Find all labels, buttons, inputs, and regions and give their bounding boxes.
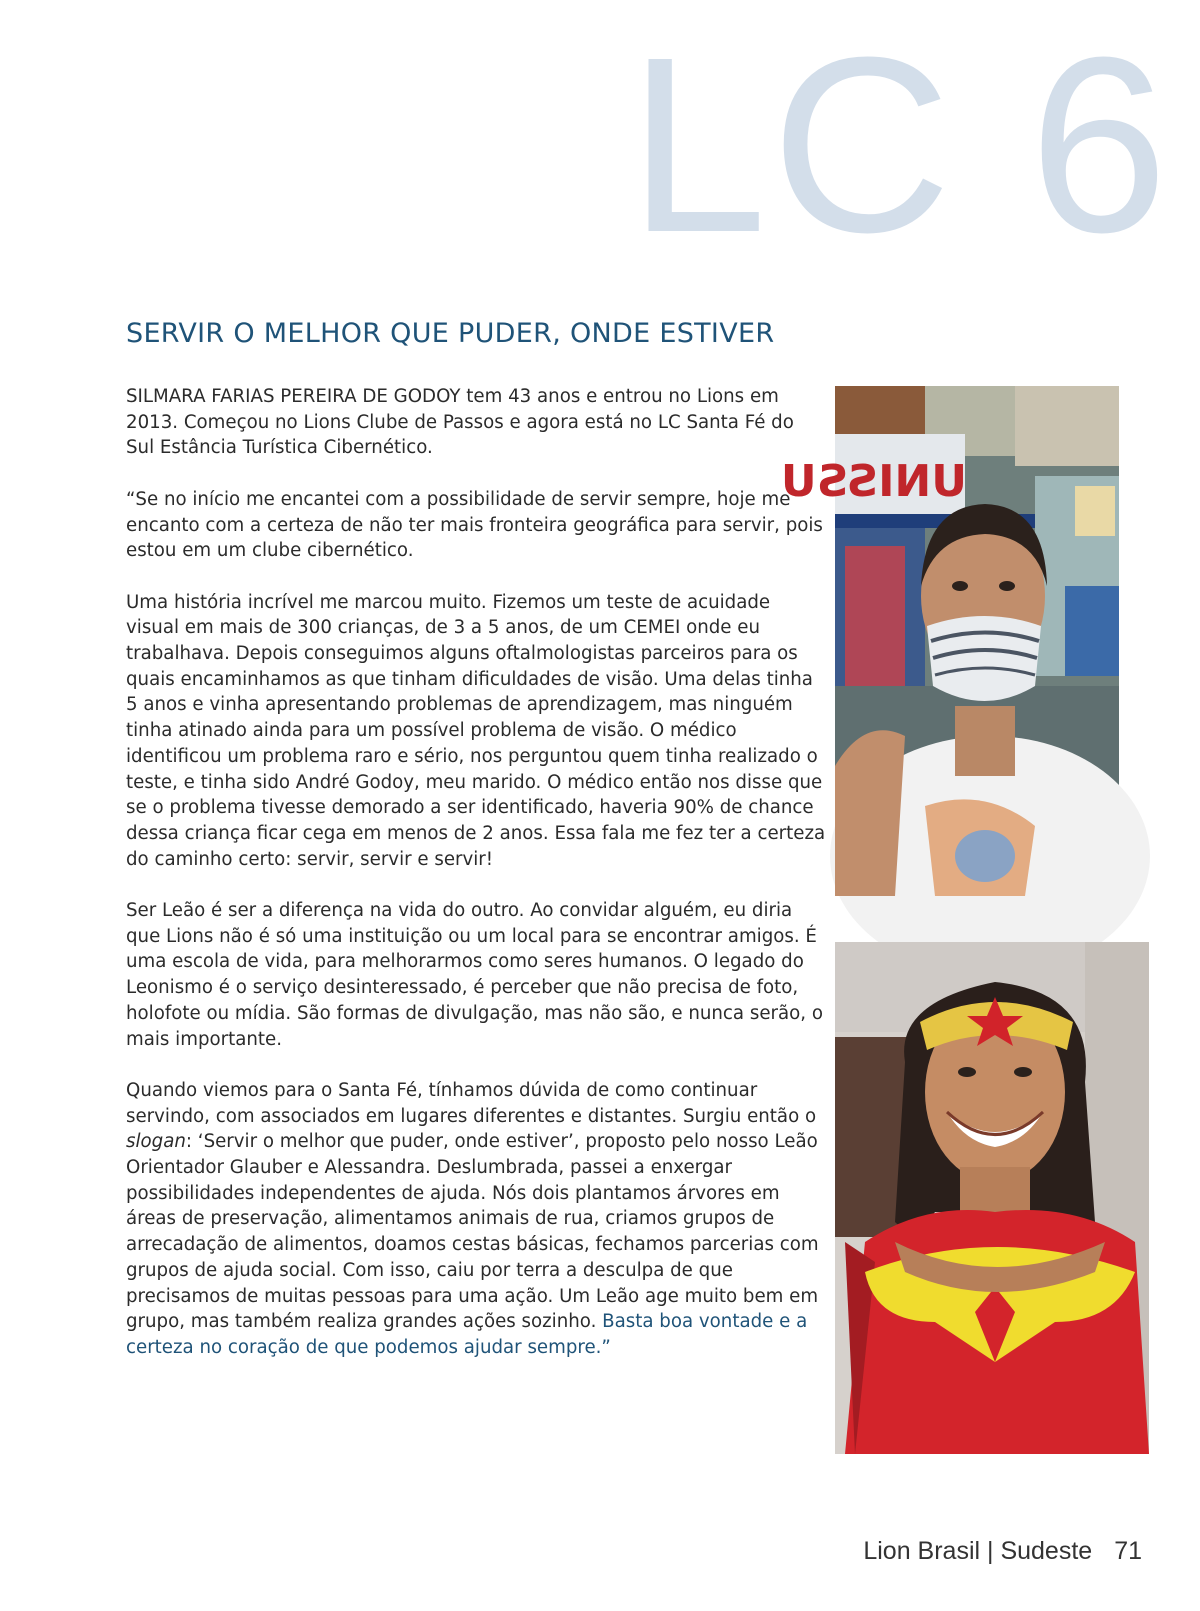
photo-wonder-woman-image (835, 942, 1149, 1454)
page-number: 71 (1114, 1537, 1142, 1565)
article-heading: SERVIR O MELHOR QUE PUDER, ONDE ESTIVER (126, 318, 775, 349)
photo-masked-selfie-image (780, 386, 1119, 896)
paragraph-quote-start: “Se no início me encantei com a possibilidade de servir sempre, hoje me encanto com a certeza de não ter mais fronteira geográfica para servir, pois estou em um clube cibernético. (126, 488, 823, 562)
photo-wonder-woman-costume (835, 942, 1149, 1454)
paragraph-story: Uma história incrível me marcou muito. Fizemos um teste de acuidade visual em mais de 300 crianças, de 3 a 5 anos, de um CEMEI onde eu trabalhava. Depois conseguimos alguns oftalmologistas parceiros para os quais encaminhamos as que tinham dificuldades de visão. Uma delas tinha 5 anos e vinha apresentando problemas de aprendizagem, mas ninguém tinha atinado ainda para um possível problema de visão. O médico identificou um problema raro e sério, nos perguntou quem tinha realizado o teste, e tinha sido André Godoy, meu marido. O médico então nos disse que se o problema tivesse demorado a ser identificado, haveria 90% de chance dessa criança ficar cega em menos de 2 anos. Essa fala me fez ter a certeza do caminho certo: servir, servir e servir! (126, 591, 826, 870)
article-body (126, 384, 826, 1386)
section-code: LC 6 (628, 5, 1173, 284)
slogan-text-a: Quando viemos para o Santa Fé, tínhamos dúvida de como continuar servindo, com associados em lugares diferentes e distantes. Surgiu então o (126, 1079, 817, 1127)
slogan-text-b: : ‘Servir o melhor que puder, onde estiver’, proposto pelo nosso Leão Orientador Glauber e Alessandra. Deslumbrada, passei a enxergar possibilidades independentes de ajuda. Nós dois plantamos árvores em áreas de preservação, alimentamos animais de rua, criamos grupos de arrecadação de alimentos, doamos cestas básicas, fechamos parcerias com grupos de ajuda social. Com isso, caiu por terra a desculpa de que precisamos de muitas pessoas para uma ação. Um Leão age muito bem em grupo, mas também realiza grandes ações sozinho. (126, 1131, 819, 1333)
photo-masked-selfie (780, 386, 1119, 896)
store-sign-text: UNISSU (780, 456, 967, 507)
paragraph-slogan (126, 1078, 826, 1361)
page-footer (863, 1537, 1142, 1566)
paragraph-lion-meaning: Ser Leão é ser a diferença na vida do outro. Ao convidar alguém, eu diria que Lions não é só uma instituição ou um local para se encontrar amigos. É uma escola de vida, para melhorarmos como seres humanos. O legado do Leonismo é o serviço desinteressado, é perceber que não precisa de foto, holofote ou mídia. São formas de divulgação, mas não são, e nunca serão, o mais importante. (126, 900, 823, 1050)
closing-highlight: Basta boa vontade e a certeza no coração de que podemos ajudar sempre.” (126, 1311, 808, 1358)
paragraph-intro: SILMARA FARIAS PEREIRA DE GODOY tem 43 anos e entrou no Lions em 2013. Começou no Lions Clube de Passos e agora está no LC Santa Fé do Sul Estância Turística Cibernético. (126, 386, 794, 459)
publication-name: Lion Brasil | Sudeste (863, 1537, 1093, 1565)
slogan-word: slogan (126, 1131, 186, 1153)
